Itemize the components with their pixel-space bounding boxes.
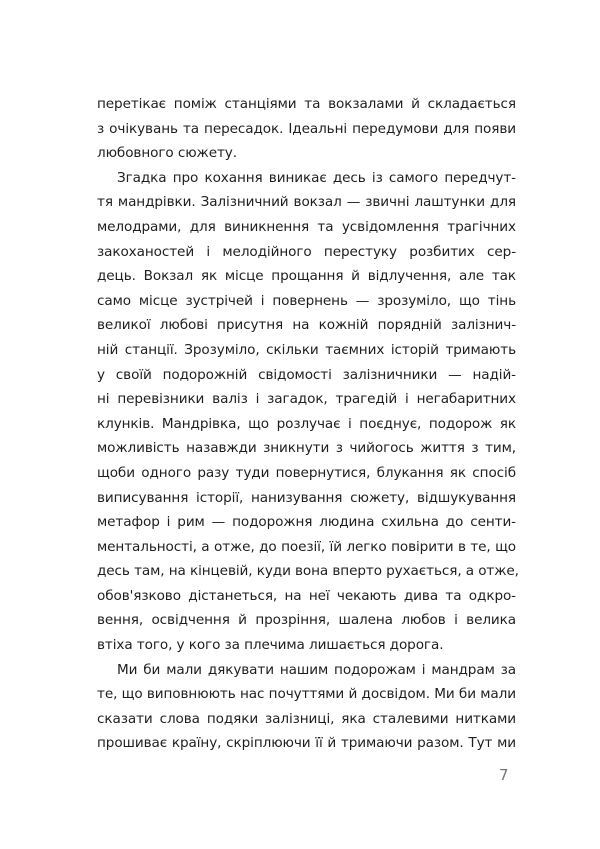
text-line: сказати слова подяки залізниці, яка сталевими нитками xyxy=(97,710,516,727)
text-line: ментальності, а отже, до поезії, їй легко повірити в те, що xyxy=(97,538,516,555)
text-line: можливість назавжди зникнути з чийогось життя з тим, xyxy=(97,440,516,457)
text-line: ній станції. Зрозуміло, скільки таємних історій тримають xyxy=(97,341,516,358)
text-line: любовного сюжету. xyxy=(97,145,237,162)
text-line: щоби одного разу туди повернутися, блукання як спосіб xyxy=(97,464,516,481)
body-text xyxy=(97,92,519,756)
text-line: великої любові присутня на кожній порядній залізнич- xyxy=(97,317,516,334)
text-line: Згадка про кохання виникає десь із самого передчут- xyxy=(117,169,516,186)
text-line: виписування історії, нанизування сюжету, відшукування xyxy=(97,489,516,506)
text-line: перетікає поміж станціями та вокзалами й складається xyxy=(97,96,516,112)
text-line: те, що виповнюють нас почуттями й досвідом. Ми би мали xyxy=(97,686,516,703)
text-line: дець. Вокзал як місце прощання й відлучення, але так xyxy=(97,268,516,285)
text-line: у своїй подорожній свідомості залізничники — надій- xyxy=(97,366,516,383)
page-number: 7 xyxy=(499,766,509,784)
paragraph xyxy=(97,92,516,166)
text-line: тя мандрівки. Залізничний вокзал — звичні лаштунки для xyxy=(97,194,516,211)
text-line: десь там, на кінцевій, куди вона вперто рухається, а отже, xyxy=(97,563,519,580)
text-line: з очікувань та пересадок. Ідеальні передумови для появи xyxy=(97,120,516,137)
text-line: Ми би мали дякувати нашим подорожам і мандрам за xyxy=(117,661,516,678)
paragraph xyxy=(97,658,516,756)
paragraph xyxy=(97,166,519,658)
text-line: прошиває країну, скріплюючи її й тримаючи разом. Тут ми xyxy=(97,735,516,752)
text-line: метафор і рим — подорожня людина схильна до сенти- xyxy=(97,514,516,531)
text-line: втіха того, у кого за плечима лишається дорога. xyxy=(97,637,444,654)
text-line: клунків. Мандрівка, що розлучає і поєднує, подорож як xyxy=(97,415,516,432)
text-line: ні перевізники валіз і загадок, трагедій і негабаритних xyxy=(97,391,516,408)
text-line: вення, освідчення й прозріння, шалена любов і велика xyxy=(97,612,516,629)
text-line: мелодрами, для виникнення та усвідомлення трагічних xyxy=(97,218,516,235)
text-line: обов'язково дістанеться, на неї чекають дива та одкро- xyxy=(97,587,516,604)
text-line: закоханостей і мелодійного перестуку розбитих сер- xyxy=(97,243,516,260)
text-line: само місце зустрічей і повернень — зрозуміло, що тінь xyxy=(97,292,516,309)
